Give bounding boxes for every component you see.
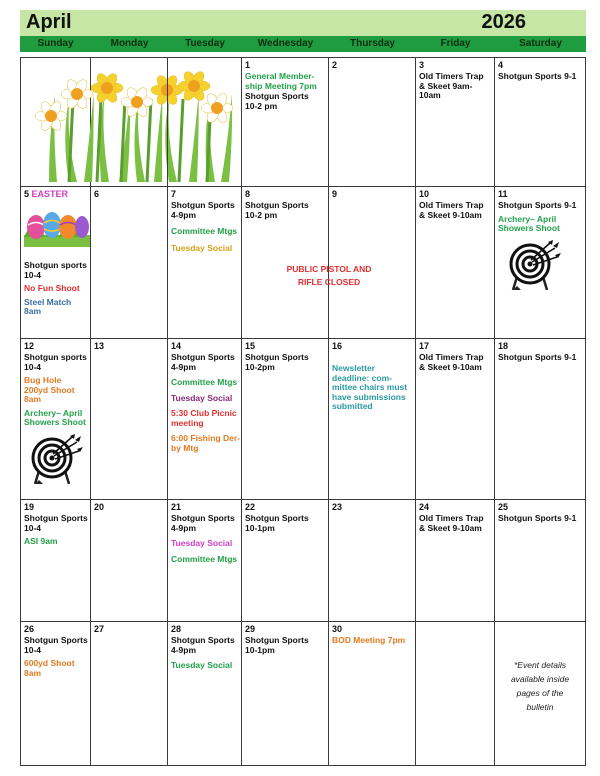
day-cell[interactable]: [416, 57, 495, 187]
year-title: 2026: [481, 11, 526, 33]
event-text: Steel Match: [24, 296, 72, 307]
event-text: ship Meeting 7pm: [245, 80, 317, 91]
event-text: General Member-: [245, 71, 315, 81]
weekday-thursday: Thursday: [349, 38, 395, 49]
event-text: Shotgun Sports: [245, 635, 309, 645]
event-text: Shotgun Sports: [245, 91, 309, 101]
calendar: [20, 10, 586, 766]
day-cell[interactable]: [329, 500, 416, 622]
event-text: 10-1pm: [245, 644, 275, 655]
day-cell[interactable]: [416, 622, 495, 766]
event-text: Shotgun Sports: [245, 200, 309, 210]
event-text: Old Timers Trap: [419, 513, 484, 523]
event-text: 5:30 Club Picnic: [171, 408, 237, 418]
event-text: 8am: [24, 306, 42, 316]
day-number: 5 EASTER: [24, 189, 69, 199]
event-text: have submissions: [332, 391, 406, 402]
event-text: Committee Mtgs: [171, 553, 238, 564]
event-text: Committee Mtgs: [171, 377, 238, 387]
day-cell[interactable]: [20, 187, 91, 339]
day-cell[interactable]: [242, 57, 329, 187]
day-number: 4: [498, 60, 504, 70]
day-cell[interactable]: [329, 57, 416, 187]
event-text: Tuesday Social: [171, 538, 233, 548]
weekday-sunday: Sunday: [37, 38, 74, 49]
day-cell[interactable]: [242, 500, 329, 622]
day-number: 13: [94, 341, 105, 351]
event-text: Shotgun Sports: [171, 635, 235, 645]
event-text: 10am: [419, 90, 441, 100]
day-cell[interactable]: [416, 500, 495, 622]
day-cell[interactable]: [91, 500, 168, 622]
day-number: 14: [171, 341, 182, 351]
day-cell[interactable]: [20, 622, 91, 766]
day-cell[interactable]: [91, 622, 168, 766]
weekday-monday: Monday: [110, 38, 149, 49]
event-text: & Skeet 9am-: [419, 80, 473, 91]
day-number: 21: [171, 502, 182, 512]
day-number: 23: [332, 502, 343, 512]
easter-eggs-image: [24, 203, 90, 252]
day-cell[interactable]: [416, 339, 495, 500]
day-cell[interactable]: [329, 622, 416, 766]
day-number: 3: [419, 60, 425, 70]
event-text: Showers Shoot: [24, 417, 86, 427]
event-text: 8am: [24, 394, 42, 404]
event-text: Shotgun Sports: [171, 200, 235, 210]
event-text: deadline: com-: [332, 372, 392, 383]
day-cell[interactable]: [91, 187, 168, 339]
day-number: 27: [94, 624, 105, 634]
event-text: submitted: [332, 401, 373, 411]
note-line: bulletin: [526, 702, 554, 712]
week-row: [20, 622, 586, 766]
day-cell[interactable]: [416, 187, 495, 339]
day-cell[interactable]: [495, 622, 586, 766]
day-number: 6: [94, 189, 100, 199]
day-number: 29: [245, 624, 256, 634]
day-cell[interactable]: [242, 339, 329, 500]
event-text: Tuesday Social: [171, 242, 233, 253]
day-number: 12: [24, 341, 35, 351]
week-row: [20, 339, 586, 500]
note-line: *Event details: [514, 660, 566, 670]
event-text: 10-2 pm: [245, 209, 278, 220]
event-text: Shotgun Sports: [245, 352, 309, 362]
day-cell[interactable]: [20, 339, 91, 500]
day-number: 7: [171, 189, 177, 199]
day-cell[interactable]: [168, 500, 242, 622]
event-text: by Mtg: [171, 442, 199, 453]
day-number: 22: [245, 502, 256, 512]
day-number: 30: [332, 624, 343, 634]
event-text: Shotgun Sports: [24, 635, 88, 645]
day-cell[interactable]: [168, 339, 242, 500]
event-text: 10-4: [24, 269, 42, 280]
event-text: & Skeet 9-10am: [419, 522, 482, 533]
day-cell[interactable]: [168, 187, 242, 339]
closure-notice-line: RIFLE CLOSED: [297, 277, 361, 287]
event-text: Shotgun Sports: [171, 513, 235, 523]
event-text: 10-4: [24, 644, 42, 655]
event-text: & Skeet 9-10am: [419, 209, 482, 220]
day-number: 17: [419, 341, 430, 351]
day-cell[interactable]: [20, 57, 91, 187]
day-number: 24: [419, 502, 430, 512]
day-cell[interactable]: [495, 339, 586, 500]
event-text: 10-2 pm: [245, 100, 278, 111]
weekday-friday: Friday: [440, 38, 471, 49]
weekday-tuesday: Tuesday: [185, 38, 225, 49]
title-bar: [20, 10, 586, 36]
event-text: BOD Meeting 7pm: [332, 635, 406, 645]
event-text: Shotgun Sports 9-1: [498, 513, 577, 523]
day-number: 10: [419, 189, 430, 199]
event-text: Archery– April: [498, 213, 557, 224]
note-line: available inside: [510, 674, 570, 684]
target-icon: [507, 240, 561, 295]
event-text: 10-2pm: [245, 361, 275, 372]
day-number: 9: [332, 189, 338, 199]
note-line: pages of the: [516, 688, 564, 698]
event-text: Showers Shoot: [498, 223, 560, 233]
day-cell[interactable]: [329, 339, 416, 500]
event-text: Old Timers Trap: [419, 71, 484, 81]
day-cell[interactable]: [91, 339, 168, 500]
event-text: 10-4: [24, 522, 42, 533]
day-number: 28: [171, 624, 182, 634]
event-text: Shotgun Sports: [24, 513, 88, 523]
day-number: 15: [245, 341, 256, 351]
event-text: ASI 9am: [24, 536, 58, 546]
event-text: 10-4: [24, 361, 42, 372]
day-number: 11: [498, 189, 508, 199]
weekday-wednesday: Wednesday: [257, 38, 314, 49]
day-cell[interactable]: [168, 622, 242, 766]
event-text: 4-9pm: [171, 209, 197, 220]
event-text: 4-9pm: [171, 361, 197, 372]
event-text: Old Timers Trap: [419, 352, 484, 362]
event-text: meeting: [171, 417, 204, 428]
day-cell[interactable]: [168, 57, 242, 187]
event-text: Shotgun sports: [24, 352, 87, 362]
closure-notice-line: PUBLIC PISTOL AND: [286, 264, 372, 274]
event-text: 4-9pm: [171, 522, 197, 533]
event-text: No Fun Shoot: [24, 283, 80, 293]
day-number: 20: [94, 502, 105, 512]
day-number: 18: [498, 341, 509, 351]
bulletin-note: [499, 658, 581, 714]
closure-notice: [242, 263, 416, 289]
event-text: Shotgun Sports 9-1: [498, 352, 577, 362]
event-text: 10-1pm: [245, 522, 275, 533]
event-text: 600yd Shoot: [24, 658, 75, 668]
event-text: & Skeet 9-10am: [419, 361, 482, 372]
holiday-label: EASTER: [29, 189, 69, 199]
event-text: Shotgun Sports: [171, 352, 235, 362]
event-text: Newsletter: [332, 363, 375, 373]
day-number: 8: [245, 189, 251, 199]
day-number: 16: [332, 341, 343, 351]
day-number: 26: [24, 624, 35, 634]
event-text: Shotgun sports: [24, 260, 87, 270]
event-text: 200yd Shoot: [24, 384, 75, 395]
event-text: Old Timers Trap: [419, 200, 484, 210]
week-row: [20, 57, 586, 187]
day-cell[interactable]: [495, 187, 586, 339]
day-number: 2: [332, 60, 338, 70]
event-text: 4-9pm: [171, 644, 197, 655]
day-number: 1: [245, 60, 251, 70]
weekday-saturday: Saturday: [519, 38, 562, 49]
event-text: 6:00 Fishing Der-: [171, 433, 240, 443]
day-cell[interactable]: [91, 57, 168, 187]
month-title: April: [26, 11, 72, 33]
event-text: Shotgun Sports 9-1: [498, 200, 577, 210]
event-text: Archery– April: [24, 407, 83, 418]
event-text: Tuesday Social: [171, 660, 233, 670]
week-row: [20, 500, 586, 622]
event-text: Bug Hole: [24, 375, 62, 385]
event-text: Tuesday Social: [171, 392, 233, 403]
event-text: 8am: [24, 667, 42, 678]
day-cell[interactable]: [495, 57, 586, 187]
day-cell[interactable]: [242, 622, 329, 766]
day-cell[interactable]: [495, 500, 586, 622]
event-text: Shotgun Sports: [245, 513, 309, 523]
event-text: mittee chairs must: [332, 382, 408, 392]
day-number: 19: [24, 502, 35, 512]
day-number: 25: [498, 502, 509, 512]
event-text: Committee Mtgs: [171, 226, 238, 236]
day-cell[interactable]: [20, 500, 91, 622]
target-icon: [29, 434, 83, 489]
weekday-header: [20, 36, 586, 52]
event-text: Shotgun Sports 9-1: [498, 71, 577, 81]
